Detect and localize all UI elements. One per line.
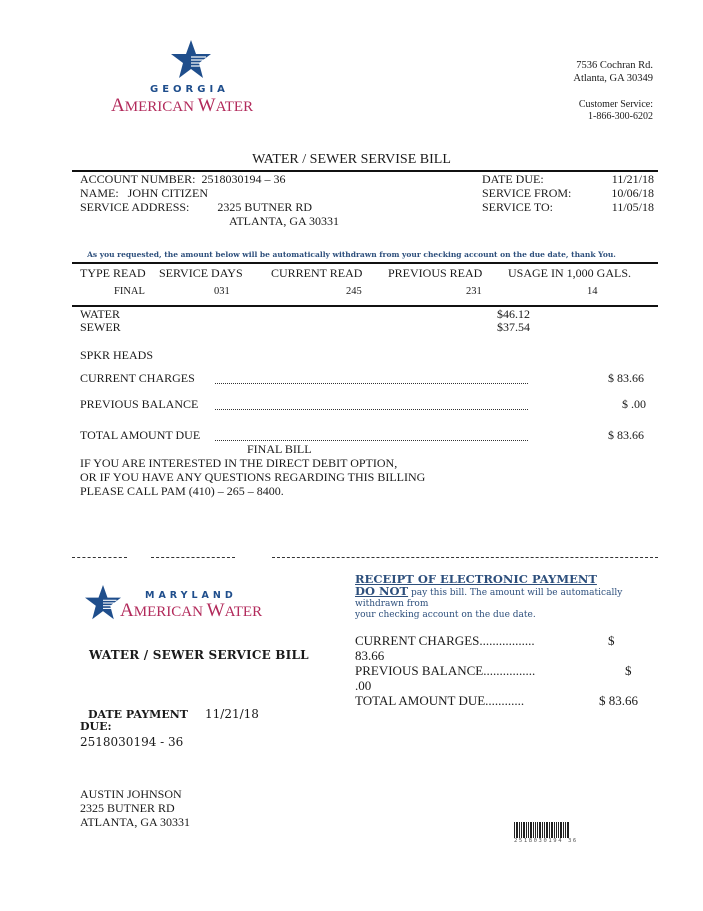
col-header-previous-read: PREVIOUS READ bbox=[388, 266, 483, 280]
charge-amount-sewer: $37.54 bbox=[497, 320, 530, 334]
col-header-current-read: CURRENT READ bbox=[271, 266, 363, 280]
date-due-label: DATE DUE: bbox=[482, 172, 544, 186]
georgia-american-water-logo bbox=[108, 38, 278, 118]
contact-message bbox=[80, 456, 425, 498]
maryland-american-water-logo bbox=[84, 585, 284, 625]
logo-state-name: MARYLAND bbox=[145, 590, 237, 601]
receipt-current-charges-label: CURRENT CHARGES................. bbox=[355, 633, 535, 648]
cell-current-read: 245 bbox=[346, 286, 362, 297]
charge-label-water: WATER bbox=[80, 307, 120, 321]
stub-account-number: 2518030194 - 36 bbox=[80, 735, 184, 749]
barcode bbox=[514, 822, 578, 844]
cell-service-days: 031 bbox=[214, 286, 230, 297]
receipt-previous-balance-value: .00 bbox=[355, 678, 372, 693]
customer-service-label: Customer Service: bbox=[578, 99, 653, 110]
cell-previous-read: 231 bbox=[466, 286, 482, 297]
address-line-1: 7536 Cochran Rd. bbox=[576, 60, 653, 71]
customer-service-phone: 1-866-300-6202 bbox=[588, 111, 653, 122]
service-address-line2: ATLANTA, GA 30331 bbox=[229, 214, 340, 228]
service-address-label: SERVICE ADDRESS: bbox=[80, 200, 190, 214]
message-line-1: IF YOU ARE INTERESTED IN THE DIRECT DEBIT OPTION, bbox=[80, 456, 398, 470]
date-payment-label: DATE PAYMENT bbox=[88, 708, 188, 721]
logo-brand-name: AMERICAN WATER bbox=[120, 600, 263, 621]
date-due: 11/21/18 bbox=[611, 172, 654, 186]
previous-balance-amount: $ .00 bbox=[622, 397, 646, 411]
logo-brand-name: AMERICAN WATER bbox=[111, 95, 254, 116]
divider bbox=[72, 262, 658, 264]
dot-leader bbox=[215, 409, 528, 410]
auto-withdraw-notice: As you requested, the amount below will be automatically withdrawn from your checking account on the due date, thank You. bbox=[87, 250, 616, 259]
name-label: NAME: bbox=[80, 186, 119, 200]
dot-leader bbox=[215, 383, 528, 384]
address-line-2: Atlanta, GA 30349 bbox=[573, 73, 653, 84]
service-from-label: SERVICE FROM: bbox=[482, 186, 572, 200]
divider bbox=[72, 305, 658, 307]
current-charges-amount: $ 83.66 bbox=[608, 371, 644, 385]
charge-label-sewer: SEWER bbox=[80, 320, 121, 334]
do-not-label: DO NOT bbox=[355, 584, 409, 598]
col-header-service-days: SERVICE DAYS bbox=[159, 266, 243, 280]
star-logo-icon bbox=[84, 585, 122, 621]
service-to: 11/05/18 bbox=[611, 200, 654, 214]
company-address bbox=[573, 59, 653, 85]
service-to-label: SERVICE TO: bbox=[482, 200, 553, 214]
receipt-previous-balance-dollar: $ bbox=[625, 663, 632, 678]
logo-state-name: GEORGIA bbox=[150, 84, 229, 95]
account-number-label: ACCOUNT NUMBER: bbox=[80, 172, 196, 186]
message-line-3: PLEASE CALL PAM (410) – 265 – 8400. bbox=[80, 484, 284, 498]
service-dates bbox=[482, 172, 654, 214]
barcode-number: 2518030194 36 bbox=[514, 838, 578, 844]
service-from: 10/06/18 bbox=[611, 186, 654, 200]
mail-line-2: ATLANTA, GA 30331 bbox=[80, 815, 191, 829]
account-info bbox=[80, 172, 339, 228]
page-title: WATER / SEWER SERVISE BILL bbox=[252, 152, 451, 167]
customer-service bbox=[579, 99, 653, 123]
dot-leader bbox=[215, 440, 528, 441]
spkr-heads-label: SPKR HEADS bbox=[80, 348, 154, 362]
tear-line bbox=[151, 557, 235, 558]
tear-line bbox=[272, 557, 658, 558]
receipt-total-due-label: TOTAL AMOUNT DUE............ bbox=[355, 693, 525, 708]
receipt-previous-balance-label: PREVIOUS BALANCE................ bbox=[355, 663, 536, 678]
mailing-address bbox=[80, 787, 190, 829]
previous-balance-label: PREVIOUS BALANCE bbox=[80, 397, 199, 411]
total-due-amount: $ 83.66 bbox=[608, 428, 644, 442]
mail-name: AUSTIN JOHNSON bbox=[80, 787, 182, 801]
customer-name: JOHN CITIZEN bbox=[127, 186, 208, 200]
charge-amount-water: $46.12 bbox=[497, 307, 530, 321]
col-header-usage: USAGE IN 1,000 GALS. bbox=[508, 266, 631, 280]
current-charges-label: CURRENT CHARGES bbox=[80, 371, 195, 385]
total-due-label: TOTAL AMOUNT DUE bbox=[80, 428, 201, 442]
service-address-line1: 2325 BUTNER RD bbox=[217, 200, 313, 214]
cell-usage: 14 bbox=[587, 286, 598, 297]
mail-line-1: 2325 BUTNER RD bbox=[80, 801, 175, 815]
cell-type-read: FINAL bbox=[114, 286, 145, 297]
col-header-type-read: TYPE READ bbox=[80, 266, 146, 280]
receipt-title: RECEIPT OF ELECTRONIC PAYMENT bbox=[355, 572, 597, 586]
account-number: 2518030194 – 36 bbox=[201, 172, 286, 186]
receipt-current-charges-value: 83.66 bbox=[355, 648, 385, 663]
receipt-current-charges-dollar: $ bbox=[608, 633, 615, 648]
final-bill-label: FINAL BILL bbox=[247, 442, 312, 456]
receipt-notice: DO NOT pay this bill. The amount will be automatically withdrawn from your checking account on the due date. bbox=[355, 584, 623, 620]
tear-line bbox=[72, 557, 127, 558]
date-payment-due: 11/21/18 bbox=[205, 707, 259, 721]
receipt-total-due: $ 83.66 bbox=[599, 693, 638, 708]
due-label: DUE: bbox=[80, 720, 112, 733]
stub-title: WATER / SEWER SERVICE BILL bbox=[89, 648, 309, 662]
barcode-bars bbox=[514, 822, 578, 838]
message-line-2: OR IF YOU HAVE ANY QUESTIONS REGARDING THIS BILLING bbox=[80, 470, 426, 484]
star-logo-icon bbox=[170, 40, 212, 80]
